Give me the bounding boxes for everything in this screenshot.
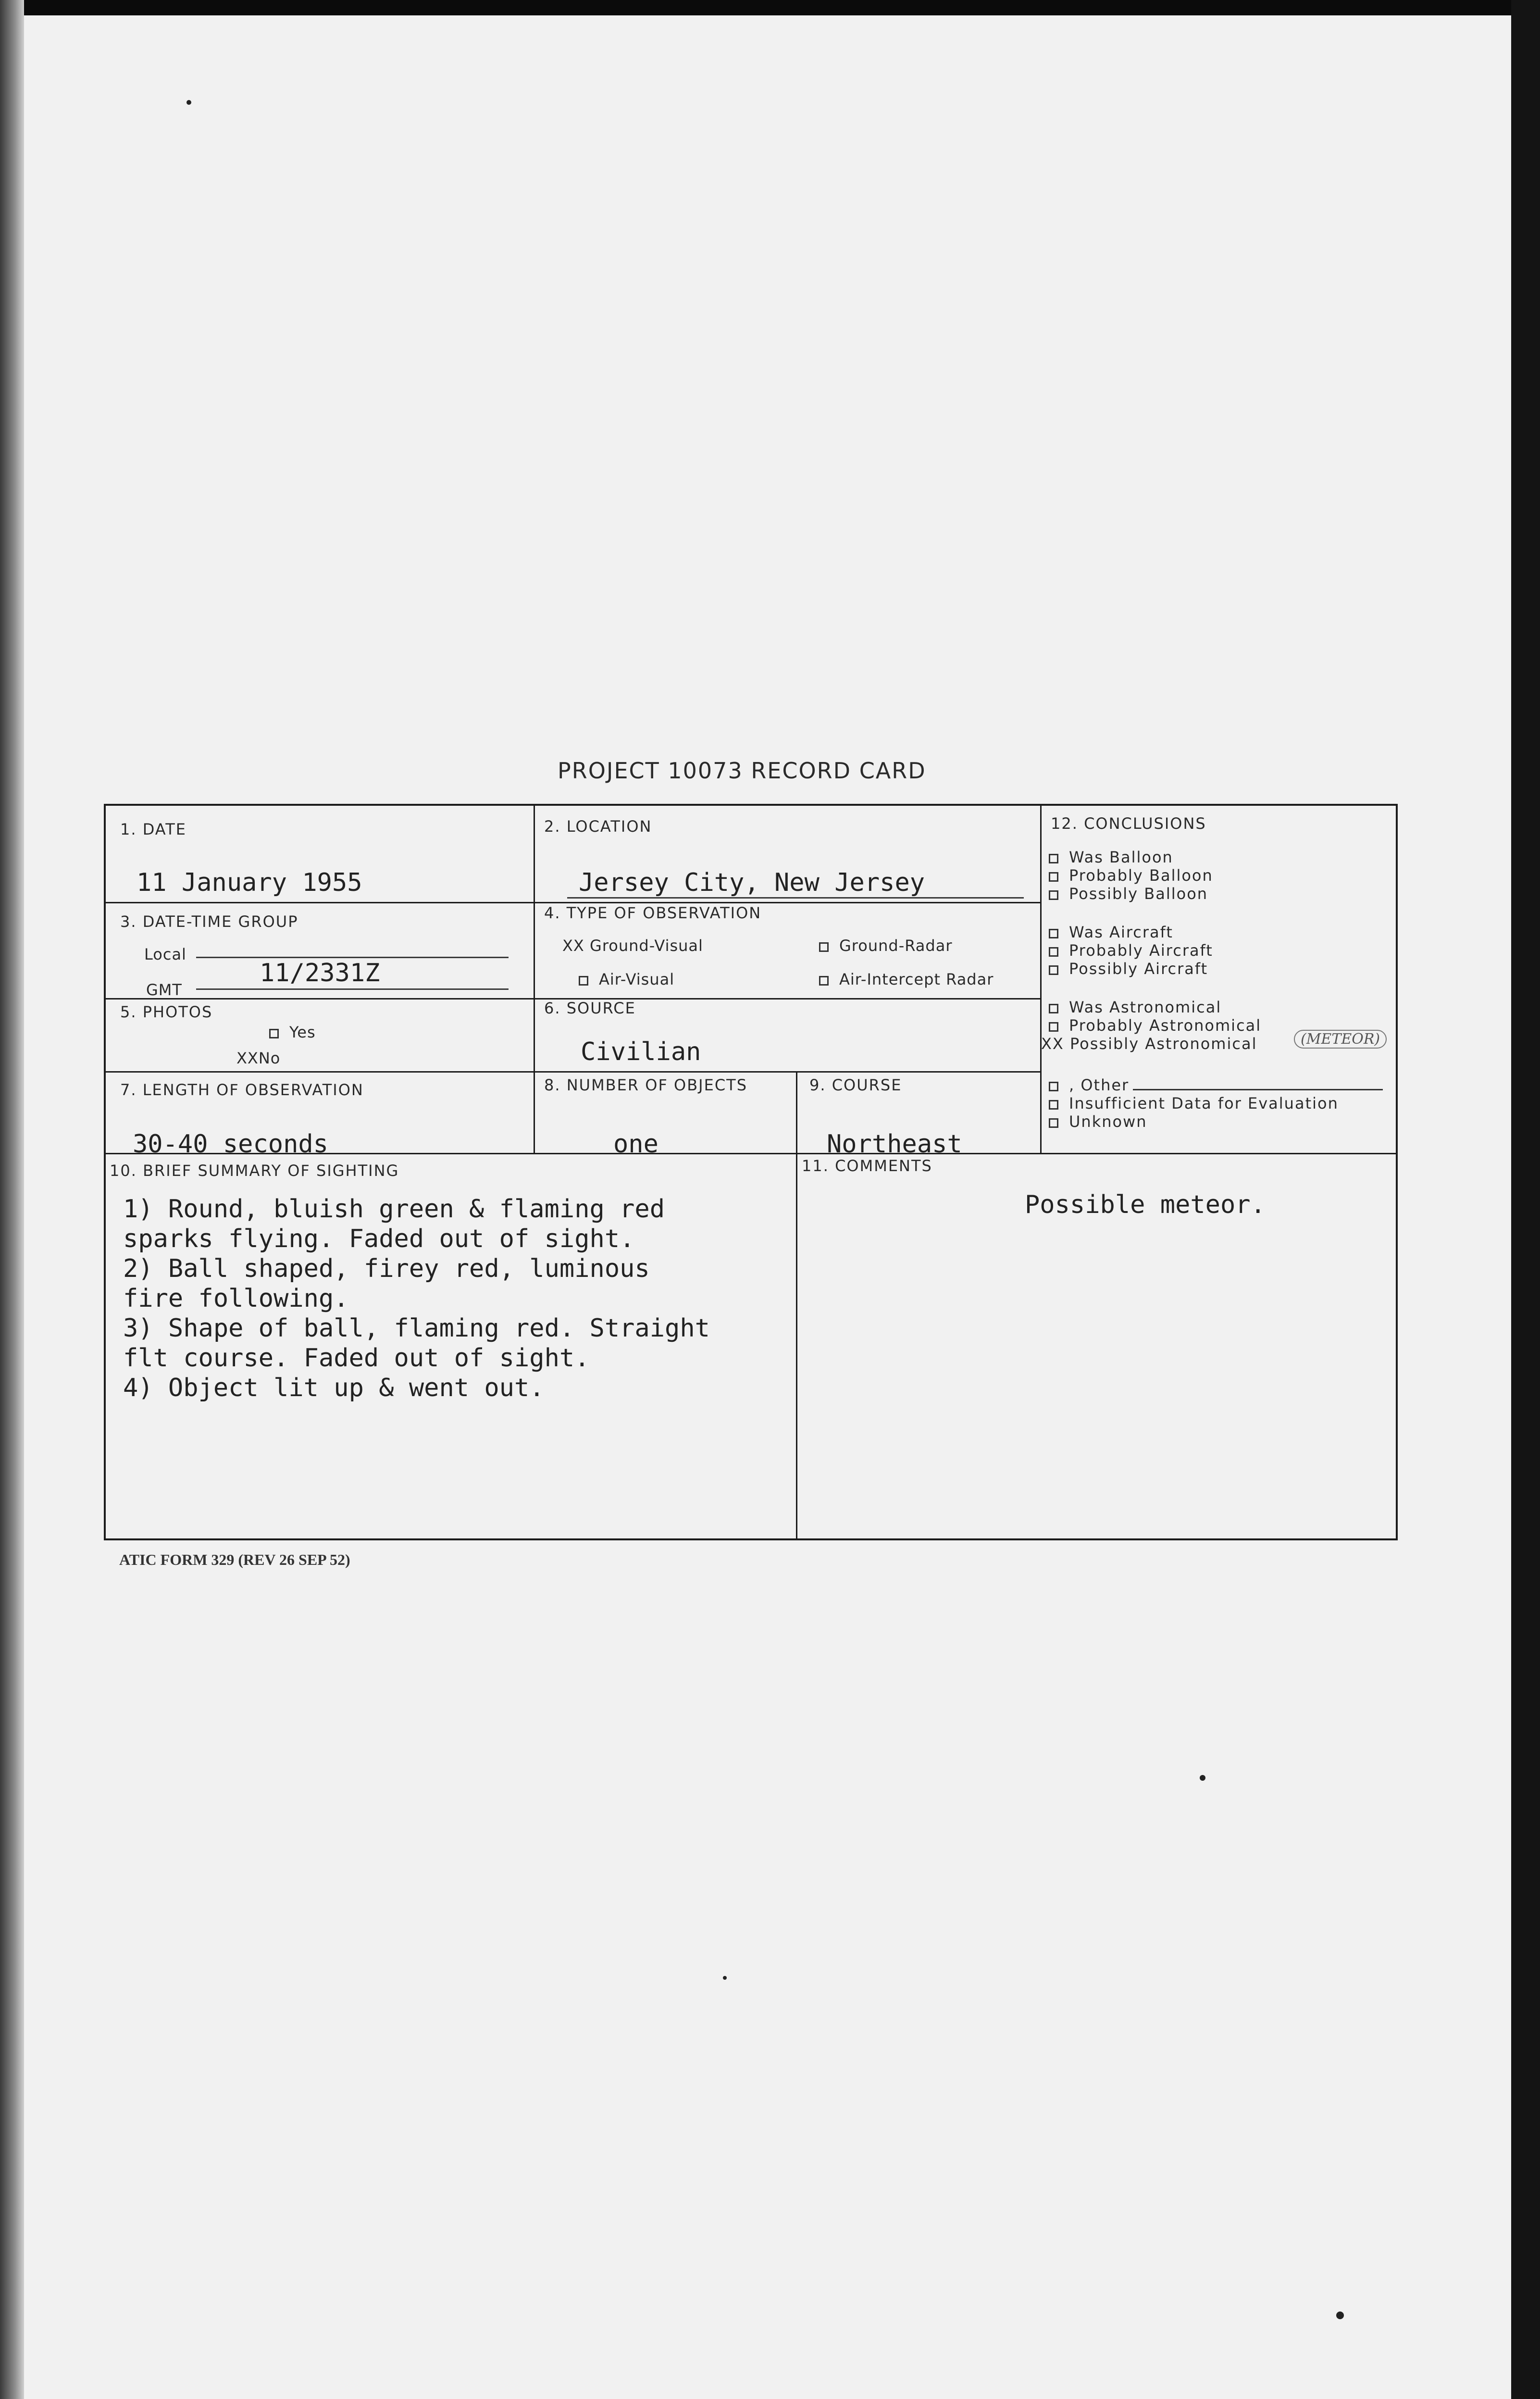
probably-astronomical-text: Probably Astronomical	[1069, 1016, 1262, 1035]
unknown-option	[1049, 1112, 1383, 1131]
form-footer: ATIC FORM 329 (REV 26 SEP 52)	[119, 1551, 350, 1568]
photos-yes-option	[269, 1023, 316, 1041]
checkbox-icon	[1049, 890, 1058, 900]
checkbox-icon	[1049, 872, 1058, 882]
gmt-value: 11/2331Z	[260, 959, 380, 987]
divider	[534, 806, 535, 1153]
dust-speck	[723, 1976, 727, 1980]
location-label: 2. LOCATION	[544, 817, 652, 836]
local-field	[196, 957, 509, 958]
possibly-astronomical-check: XX	[1041, 1035, 1064, 1053]
summary-line: fire following.	[123, 1284, 349, 1313]
summary-label: 10. BRIEF SUMMARY OF SIGHTING	[110, 1162, 399, 1180]
air-intercept-radar-text: Air-Intercept Radar	[839, 970, 994, 988]
checkbox-icon	[819, 976, 829, 986]
air-intercept-radar-option	[819, 970, 994, 988]
probably-aircraft-text: Probably Aircraft	[1069, 941, 1213, 960]
scan-border-left	[0, 0, 24, 2399]
was-astronomical-text: Was Astronomical	[1069, 998, 1222, 1016]
record-card	[104, 804, 1398, 1540]
checkbox-icon	[1049, 965, 1058, 975]
probably-aircraft-option	[1049, 941, 1213, 960]
photos-no-check: XX	[236, 1049, 259, 1067]
summary-line: 1) Round, bluish green & flaming red	[123, 1195, 665, 1224]
possibly-astronomical-option	[1041, 1035, 1261, 1053]
summary-line: sparks flying. Faded out of sight.	[123, 1224, 635, 1253]
ground-radar-option	[819, 937, 952, 955]
divider	[1040, 806, 1042, 1153]
probably-balloon-option	[1049, 866, 1213, 885]
local-label: Local	[144, 945, 186, 963]
summary-line: 3) Shape of ball, flaming red. Straight	[123, 1314, 710, 1343]
conclusions-balloon-group	[1049, 848, 1213, 903]
other-option	[1049, 1076, 1383, 1094]
was-aircraft-option	[1049, 923, 1213, 941]
checkbox-icon	[1049, 854, 1058, 863]
checkbox-icon	[1049, 1118, 1058, 1128]
checkbox-icon	[1049, 947, 1058, 957]
possibly-aircraft-option	[1049, 960, 1213, 978]
conclusions-aircraft-group	[1049, 923, 1213, 978]
other-field	[1133, 1089, 1383, 1090]
type-of-observation-label: 4. TYPE OF OBSERVATION	[544, 904, 762, 922]
scan-border-right	[1511, 0, 1540, 2399]
other-text: , Other	[1069, 1076, 1130, 1094]
checkbox-icon	[269, 1029, 279, 1038]
photos-no-text: No	[258, 1049, 281, 1067]
checkbox-icon	[1049, 1022, 1058, 1032]
checkbox-icon	[1049, 1082, 1058, 1091]
dust-speck	[1200, 1775, 1205, 1781]
insufficient-data-text: Insufficient Data for Evaluation	[1069, 1094, 1339, 1112]
conclusions-label: 12. CONCLUSIONS	[1051, 814, 1206, 833]
location-value: Jersey City, New Jersey	[579, 868, 925, 897]
source-value: Civilian	[581, 1037, 701, 1066]
divider	[106, 902, 534, 903]
unknown-text: Unknown	[1069, 1112, 1147, 1131]
was-astronomical-option	[1049, 998, 1261, 1016]
possibly-astronomical-text: Possibly Astronomical	[1070, 1035, 1257, 1053]
divider	[796, 1071, 797, 1540]
length-of-observation-value: 30-40 seconds	[133, 1130, 328, 1159]
was-aircraft-text: Was Aircraft	[1069, 923, 1173, 941]
length-of-observation-label: 7. LENGTH OF OBSERVATION	[120, 1081, 364, 1099]
checkbox-icon	[1049, 1100, 1058, 1110]
was-balloon-text: Was Balloon	[1069, 848, 1173, 866]
was-balloon-option	[1049, 848, 1213, 866]
location-underline	[567, 897, 1024, 899]
ground-visual-check: XX	[562, 937, 584, 955]
summary-line: 2) Ball shaped, firey red, luminous	[123, 1254, 650, 1283]
gmt-label: GMT	[146, 981, 182, 999]
date-label: 1. DATE	[120, 820, 186, 838]
checkbox-icon	[819, 942, 829, 952]
ground-visual-text: Ground-Visual	[590, 937, 703, 955]
conclusions-other-group	[1049, 1076, 1383, 1131]
card-title: PROJECT 10073 RECORD CARD	[558, 758, 926, 784]
dust-speck	[186, 100, 191, 105]
scan-border-top	[0, 0, 1540, 15]
photos-label: 5. PHOTOS	[120, 1003, 213, 1021]
ground-visual-option	[562, 937, 703, 955]
summary-text	[123, 1194, 710, 1403]
possibly-aircraft-text: Possibly Aircraft	[1069, 960, 1208, 978]
checkbox-icon	[579, 976, 588, 986]
number-of-objects-label: 8. NUMBER OF OBJECTS	[544, 1076, 748, 1094]
possibly-balloon-text: Possibly Balloon	[1069, 885, 1208, 903]
insufficient-data-option	[1049, 1094, 1383, 1112]
photos-yes-text: Yes	[289, 1023, 316, 1041]
summary-line: flt course. Faded out of sight.	[123, 1344, 590, 1373]
course-label: 9. COURSE	[809, 1076, 902, 1094]
comments-label: 11. COMMENTS	[802, 1157, 932, 1175]
number-of-objects-value: one	[613, 1130, 658, 1159]
possibly-balloon-option	[1049, 885, 1213, 903]
gmt-field	[196, 988, 509, 990]
divider	[106, 1071, 1040, 1073]
handwritten-meteor-note: (METEOR)	[1294, 1030, 1387, 1049]
conclusions-astronomical-group	[1041, 998, 1262, 1053]
checkbox-icon	[1049, 1004, 1058, 1013]
divider	[534, 902, 1040, 903]
summary-line: 4) Object lit up & went out.	[123, 1374, 545, 1402]
source-label: 6. SOURCE	[544, 999, 636, 1017]
course-value: Northeast	[827, 1130, 962, 1159]
date-value: 11 January 1955	[137, 868, 362, 897]
comments-value: Possible meteor.	[1025, 1190, 1266, 1219]
checkbox-icon	[1049, 929, 1058, 938]
dust-speck	[1336, 2312, 1344, 2319]
probably-balloon-text: Probably Balloon	[1069, 866, 1213, 885]
probably-astronomical-option	[1049, 1016, 1261, 1035]
air-visual-option	[579, 970, 674, 988]
ground-radar-text: Ground-Radar	[839, 937, 953, 955]
photos-no-option	[236, 1049, 280, 1067]
date-time-group-label: 3. DATE-TIME GROUP	[120, 912, 298, 931]
air-visual-text: Air-Visual	[599, 970, 675, 988]
